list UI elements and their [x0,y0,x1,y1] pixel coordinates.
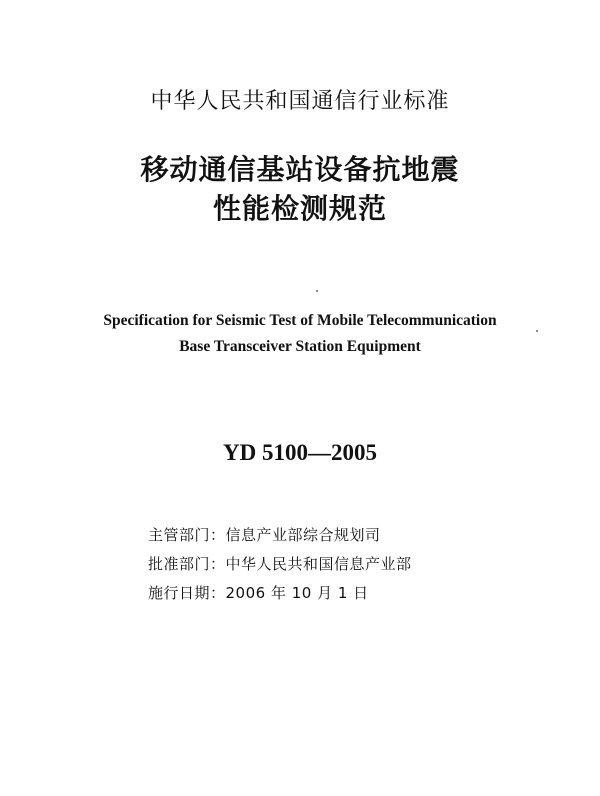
scan-speck [536,330,538,332]
standard-category: 中华人民共和国通信行业标准 [150,89,450,114]
document-title-line-2: 性能检测规范 [212,192,387,225]
english-title-line-1: Specification for Seismic Test of Mobile Telecommunication [103,312,497,329]
approving-department: 批准部门：中华人民共和国信息产业部 [148,555,412,573]
standard-number: YD 5100—2005 [223,440,377,465]
document-title-line-1: 移动通信基站设备抗地震 [140,153,460,186]
competent-department: 主管部门：信息产业部综合规划司 [148,526,381,544]
english-title-line-2: Base Transceiver Station Equipment [179,338,421,355]
scan-speck [316,290,318,292]
effective-date: 施行日期：2006 年 10 月 1 日 [148,584,369,602]
